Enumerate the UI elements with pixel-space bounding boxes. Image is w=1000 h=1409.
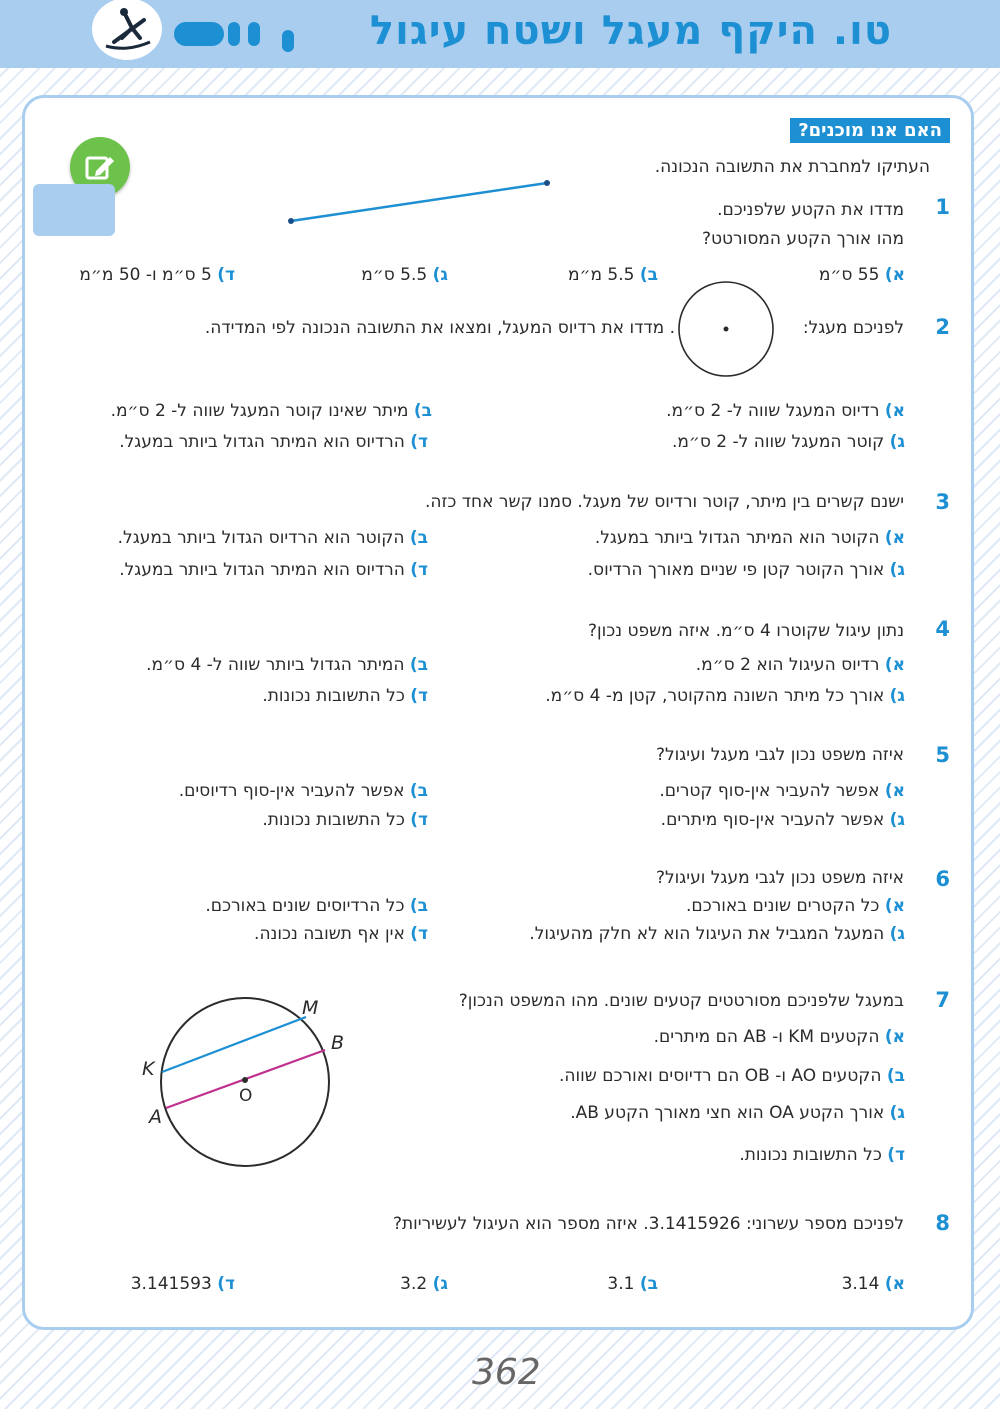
answer-option[interactable]: ד) אין אף תשובה נכונה. (254, 924, 428, 944)
question-text: ישנם קשרים בין מיתר, קוטר ורדיוס של מעגל. סמנו קשר אחד כזה. (424, 492, 904, 512)
answer-option[interactable]: ד) 5 ס״מ ו- 50 מ״מ (79, 265, 235, 285)
answer-option[interactable]: ג) 5.5 ס״מ (361, 265, 448, 285)
question-text: מדדו את הקטע שלפניכם. (717, 200, 904, 220)
answer-option[interactable]: ג) קוטר המעגל שווה ל- 2 ס״מ. (671, 432, 905, 452)
question-number: 6 (935, 867, 950, 891)
answer-option[interactable]: ג) אורך כל מיתר השונה מהקוטר, קטן מ- 4 ס״מ. (545, 686, 905, 706)
page-title: טו. היקף מעגל ושטח עיגול (369, 8, 892, 54)
point-label-o: O (239, 1086, 253, 1106)
point-label-b: B (331, 1032, 345, 1054)
question-number: 2 (935, 315, 950, 339)
answer-option[interactable]: א) רדיוס המעגל שווה ל- 2 ס״מ. (666, 401, 905, 421)
header-decor-bar (282, 30, 294, 52)
page-number: 362 (472, 1352, 541, 1393)
page-header (0, 0, 1000, 68)
question-number: 7 (935, 988, 950, 1012)
point-label-k: K (142, 1058, 155, 1080)
answer-option[interactable]: ב) 5.5 מ״מ (567, 265, 658, 285)
question-text: לפניכם מספר עשרוני: 3.1415926. איזה מספר הוא העיגול לעשיריות? (392, 1214, 904, 1234)
question-text: במעגל שלפניכם מסורטטים קטעים שונים. מהו המשפט הנכון? (458, 991, 904, 1011)
header-decor-bar (228, 22, 240, 46)
decor-box (33, 184, 115, 236)
answer-option[interactable]: ג) אורך הקטע OA הוא חצי מאורך הקטע AB. (570, 1103, 905, 1123)
answer-option[interactable]: ד) הרדיוס הוא המיתר הגדול ביותר במעגל. (119, 432, 428, 452)
question-text: איזה משפט נכון לגבי מעגל ועיגול? (655, 868, 904, 888)
answer-option[interactable]: א) 3.14 (841, 1274, 905, 1294)
answer-option[interactable]: ג) אורך הקוטר קטן פי שניים מאורך הרדיוס. (587, 560, 905, 580)
answer-option[interactable]: ב) אפשר להעביר אין-סוף רדיוסים. (178, 781, 428, 801)
answer-option[interactable]: ג) אפשר להעביר אין-סוף מיתרים. (660, 810, 905, 830)
question-number: 3 (935, 490, 950, 514)
answer-option[interactable]: א) 55 ס״מ (818, 265, 905, 285)
answer-option[interactable]: ד) כל התשובות נכונות. (739, 1145, 905, 1165)
answer-option[interactable]: ב) הקטעים AO ו- OB הם רדיוסים ואורכם שווה. (559, 1066, 905, 1086)
header-decor-bar (248, 22, 260, 46)
answer-option[interactable]: א) הקטעים KM ו- AB הם מיתרים. (653, 1027, 905, 1047)
question-text: איזה משפט נכון לגבי מעגל ועיגול? (655, 745, 904, 765)
answer-option[interactable]: ב) מיתר שאינו קוטר המעגל שווה ל- 2 ס״מ. (110, 401, 432, 421)
answer-option[interactable]: ד) 3.141593 (130, 1274, 235, 1294)
question-text: . מדדו את רדיוס המעגל, ומצאו את התשובה הנכונה לפי המדידה. (204, 318, 675, 338)
question-number: 1 (935, 195, 950, 219)
header-decor-bar (174, 22, 224, 46)
answer-option[interactable]: ד) כל התשובות נכונות. (262, 810, 428, 830)
answer-option[interactable]: ג) 3.2 (400, 1274, 448, 1294)
answer-option[interactable]: ב) 3.1 (607, 1274, 658, 1294)
question-text: נתון עיגול שקוטרו 4 ס״מ. איזה משפט נכון? (587, 621, 904, 641)
question-text: לפניכם מעגל: (802, 318, 904, 338)
answer-option[interactable]: א) הקוטר הוא המיתר הגדול ביותר במעגל. (594, 528, 905, 548)
instruction-text: העתיקו למחברת את התשובה הנכונה. (654, 157, 930, 177)
point-label-a: A (149, 1106, 162, 1128)
question-number: 5 (935, 743, 950, 767)
section-label: האם אנו מוכנים? (790, 118, 950, 143)
question-text: מהו אורך הקטע המסורטט? (701, 229, 904, 249)
answer-option[interactable]: ב) הקוטר הוא הרדיוס הגדול ביותר במעגל. (117, 528, 428, 548)
answer-option[interactable]: א) אפשר להעביר אין-סוף קטרים. (659, 781, 905, 801)
question-number: 8 (935, 1211, 950, 1235)
answer-option[interactable]: ב) המיתר הגדול ביותר שווה ל- 4 ס״מ. (146, 655, 428, 675)
answer-option[interactable]: א) רדיוס העיגול הוא 2 ס״מ. (695, 655, 905, 675)
answer-option[interactable]: ד) הרדיוס הוא המיתר הגדול ביותר במעגל. (119, 560, 428, 580)
question-number: 4 (935, 617, 950, 641)
answer-option[interactable]: א) כל הקטרים שונים באורכם. (686, 896, 905, 916)
chords-figure (0, 0, 1, 1)
surfer-logo-icon (92, 0, 162, 60)
answer-option[interactable]: ד) כל התשובות נכונות. (262, 686, 428, 706)
answer-option[interactable]: ג) המעגל המגביל את העיגול הוא לא חלק מהעיגול. (529, 924, 905, 944)
point-label-m: M (302, 997, 319, 1019)
answer-option[interactable]: ב) כל הרדיוסים שונים באורכם. (205, 896, 428, 916)
